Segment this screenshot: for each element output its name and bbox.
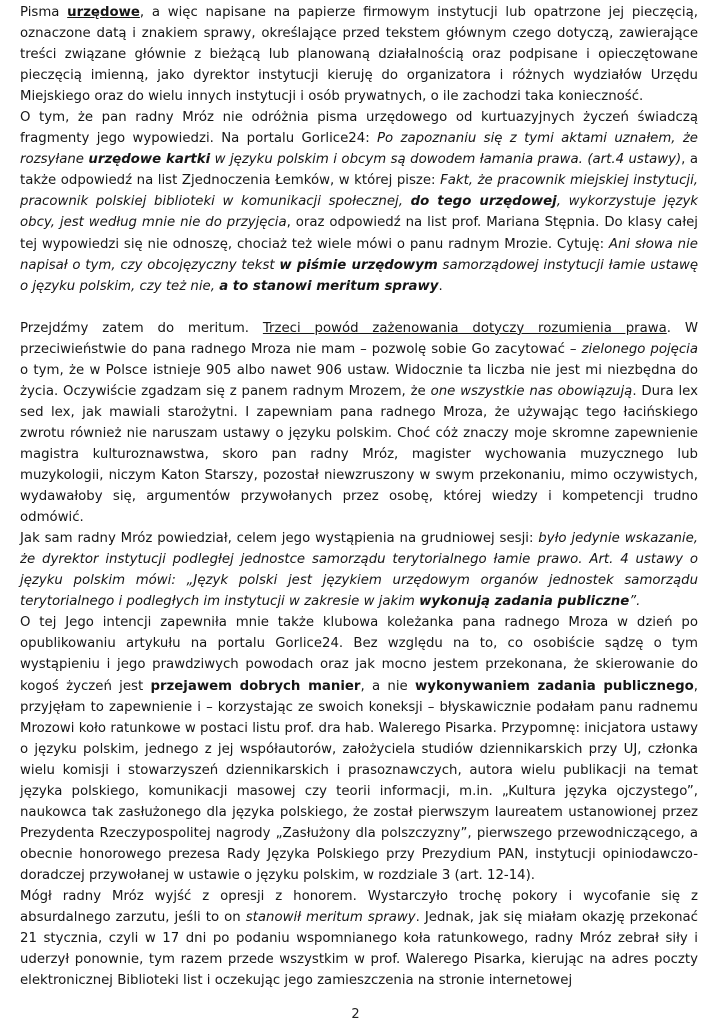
text-run: stanowił meritum sprawy: [245, 910, 416, 926]
text-column: [20, 2, 698, 991]
text-run: wykonywaniem zadania publicznego: [415, 678, 694, 694]
text-run: ”.: [629, 594, 641, 610]
page-number: 2: [351, 1007, 360, 1022]
text-run: zielonego pojęcia: [581, 341, 698, 357]
text-run: Pisma: [20, 5, 68, 20]
paragraph: [20, 612, 698, 886]
paragraph: [20, 528, 698, 612]
paragraph: [20, 107, 698, 296]
text-run: O tym, że pan radny Mróz nie odróżnia pisma urzędowego od kurtuazyjnych życzeń świadczą fragmenty jego wypowiedzi. Na portalu Gorlice24:: [20, 110, 698, 147]
text-run: , wykorzystuje język obcy, jest według mnie nie do przyjęcia: [20, 194, 699, 231]
text-run: Fakt, że pracownik miejskiej instytucji, pracownik polskiej biblioteki w komunikacji społecznej,: [20, 173, 698, 210]
text-run: w języku polskim i obcym są dowodem łamania prawa. (art.4 ustawy): [210, 152, 682, 168]
paragraph-gap: [20, 297, 698, 318]
text-run: Mógł radny Mróz wyjść z opresji z honorem. Wystarczyło trochę pokory i wycofanie się z absurdalnego zarzutu, jeśli to on: [20, 888, 698, 926]
text-run: . Jednak, jak się miałam okazję przekonać 21 stycznia, czyli w 17 dni po podaniu wspomnianego koła ratunkowego, radny Mróz zebrał siły i uderzył ponownie, tym razem przede wszystkim w prof. Walerego Pisarka, kierując na adres poczty elektronicznej Biblioteki list i oczekując jego zamieszczenia na stronie internetowej: [20, 910, 698, 989]
text-run: było jedynie wskazanie, że dyrektor instytucji podległej jednostce samorządu terytorialnego łamie prawo. Art. 4 ustawy o języku polskim mówi: „Język polski jest językiem urzędowym organów jednostek samorządu terytorialnego i podległych im instytucji w zakresie w jakim: [20, 531, 698, 610]
text-run: Ani słowa nie napisał o tym, czy obcojęzyczny tekst: [20, 236, 698, 273]
paragraph: [20, 318, 698, 528]
text-run: , a także odpowiedź na list Zjednoczenia Łemków, w której pisze:: [20, 152, 698, 189]
text-run: o tym, że w Polsce istnieje 905 albo nawet 906 ustaw. Widocznie ta liczba nie jest mi niezbędna do życia. Oczywiście zgadzam się z panem radnym Mrozem, że: [20, 362, 698, 399]
text-run: urzędowe kartki: [88, 152, 211, 168]
text-run: , a więc napisane na papierze firmowym instytucji lub opatrzone jej pieczęcią, oznaczone datą i znakiem sprawy, określające przed tekstem głównym czego dotyczą, zawierające treści związane głównie z bieżącą lub planowaną działalnością oraz podpisane i opieczętowane pieczęcią imienną, jako dyrektor instytucji kieruję do organizatora i różnych wydziałów Urzędu Miejskiego oraz do wielu innych instytucji i osób prywatnych, o ile zachodzi taka konieczność.: [20, 5, 698, 105]
text-run: , a nie: [360, 678, 415, 694]
text-run: w piśmie urzędowym: [279, 257, 438, 273]
text-run: samorządowej instytucji łamie ustawę o języku polskim, czy też nie,: [20, 257, 698, 294]
text-run: Trzeci powód zażenowania dotyczy rozumienia prawa: [262, 320, 667, 336]
text-run: Jak sam radny Mróz powiedział, celem jego wystąpienia na grudniowej sesji:: [20, 531, 539, 547]
text-run: Po zapoznaniu się z tymi aktami uznałem, że rozsyłane: [20, 131, 698, 168]
text-run: , oraz odpowiedź na list prof. Mariana Stępnia. Do klasy całej tej wypowiedzi się nie odnoszę, chociaż też wiele mówi o panu radnym Mrozie. Cytuję:: [20, 215, 698, 252]
text-run: . Dura lex sed lex, jak mawiali starożytni. I zapewniam pana radnego Mroza, że używając tego łacińskiego zwrotu również nie naruszam ustawy o języku polskim. Choć cóż znaczy moje skromne zapewnienie magistra kulturoznawstwa, skoro pan radny Mróz, magister wychowania muzycznego lub muzykologii, niczym Katon Starszy, pozostał niewzruszony w swym przekonaniu, mimo oczywistych, wydawałoby się, argumentów przywołanych przez osobę, której wiedzy i kompetencji trudno odmówić.: [20, 383, 698, 526]
text-run: .: [438, 278, 443, 294]
text-run: O tej Jego intencji zapewniła mnie także klubowa koleżanka pana radnego Mroza w dzień po opublikowaniu artykułu na portalu Gorlice24. Bez względu na to, co osobiście sądzę o tym wystąpieniu i jego prawdziwych powodach oraz jak mocno jestem przekonana, że skierowanie do kogoś życzeń jest: [20, 615, 698, 694]
paragraph: [20, 886, 698, 991]
text-run: urzędowe: [67, 5, 140, 20]
text-run: przejawem dobrych manier: [150, 678, 361, 694]
text-run: Przejdźmy zatem do meritum.: [20, 320, 263, 336]
text-run: . W przeciwieństwie do pana radnego Mroza nie mam – pozwolę sobie Go zacytować –: [20, 320, 698, 357]
text-run: do tego urzędowej: [410, 194, 557, 210]
paragraph: [20, 2, 698, 107]
text-run: , przyjęłam to zapewnienie i – korzystając ze swoich koneksji – błyskawicznie podałam panu radnemu Mrozowi koło ratunkowe w postaci listu prof. dra hab. Walerego Pisarka. Przypomnę: inicjatora ustawy o języku polskim, jednego z jej współautorów, założyciela studiów dziennikarskich przy UJ, członka wielu komisji i stowarzyszeń dziennikarskich i prasoznawczych, autora wielu publikacji na temat języka polskiego, komunikacji masowej czy teorii informacji, m.in. „Kultura języka ojczystego”, naukowca tak zasłużonego dla języka polskiego, że został pierwszym laureatem ustanowionej przez Prezydenta Rzeczypospolitej nagrody „Zasłużony dla polszczyzny”, pierwszego przewodniczącego, a obecnie honorowego prezesa Rady Języka Polskiego przy Prezydium PAN, instytucji opiniodawczo-doradczej przywołanej w ustawie o języku polskim, w rozdziale 3 (art. 12-14).: [20, 678, 699, 883]
text-run: one wszystkie nas obowiązują: [430, 383, 633, 399]
text-run: a to stanowi meritum sprawy: [219, 278, 439, 294]
text-run: wykonują zadania publiczne: [419, 594, 630, 610]
